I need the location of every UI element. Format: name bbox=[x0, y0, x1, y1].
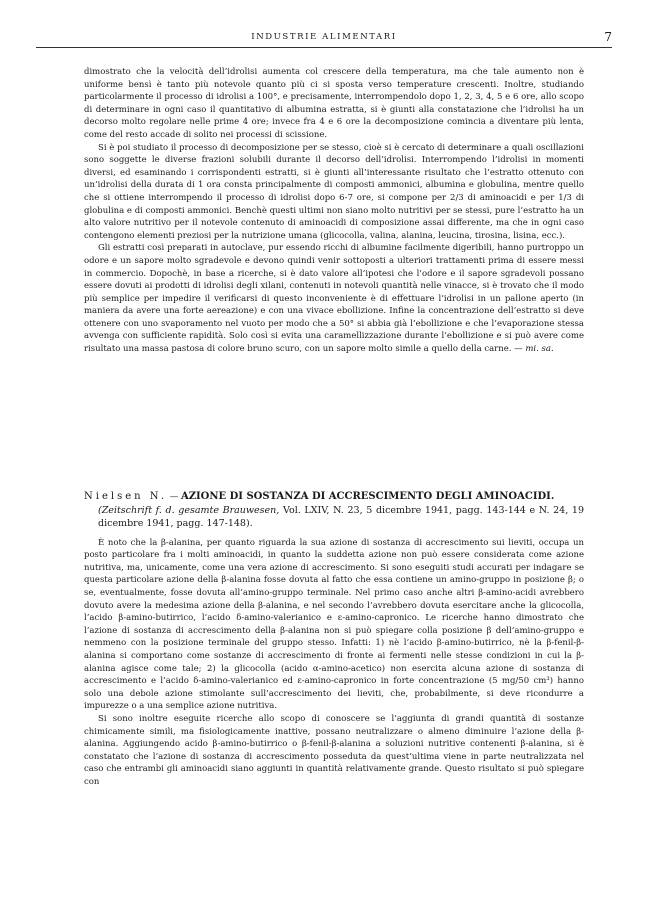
previous-article-text bbox=[84, 66, 584, 356]
running-header bbox=[36, 32, 612, 46]
paragraph: Si sono inoltre eseguite ricerche allo scopo di conoscere se l’aggiunta di grandi quantità di sostanze chimicamente simili, ma fisiologicamente inattive, possano neutralizzare o almeno diminuire l’azione della β-alanina. Aggiungendo acido β-amino-butirrico o β-fenil-β-alanina a soluzioni nutritive contenenti β-alanina, si è constatato che l’azione di sostanza di accrescimento posseduta da quest’ultima viene in parte neutralizzata nel caso che entrambi gli aminoacidi siano aggiunti in quantità relativamente grande. Questo risultato si può spiegare con bbox=[84, 713, 584, 787]
citation-details: Vol. LXIV, N. 23, 5 dicembre 1941, pagg. 143-144 e N. 24, 19 dicembre 1941, pagg. 147-148). bbox=[98, 504, 584, 529]
citation-journal: (Zeitschrift f. d. gesamte Brauwesen, bbox=[98, 504, 280, 516]
header-rule bbox=[36, 47, 612, 48]
author-signature: mi. sa. bbox=[525, 344, 554, 355]
signature-dash: — bbox=[514, 344, 523, 355]
abstract-article bbox=[84, 491, 584, 788]
paragraph: È noto che la β-alanina, per quanto riguarda la sua azione di sostanza di accrescimento sui lieviti, occupa un posto particolare fra i molti aminoacidi, in quanto la suddetta azione non può essere considerata come azione nutritiva, ma, unicamente, come una vera azione di accrescimento. Si sono eseguiti studi accurati per indagare se questa particolare azione della β-alanina fosse dovuta al fatto che essa contiene un amino-gruppo in posizione β; o se, eventualmente, fosse dovuta all’amino-gruppo terminale. Nel primo caso anche altri β-amino-acidi avrebbero dovuto avere la medesima azione della β-alanina, e nel secondo l’avrebbero dovuta esercitare anche la glicocolla, l’acido β-amino-butirrico, l’acido δ-amino-valerianico e ε-amino-capronico. Le ricerche hanno dimostrato che l’azione di sostanza di accrescimento della β-alanina non si può spiegare colla posizione β dell’amino-gruppo e nemmeno con la posizione terminale del gruppo stesso. Infatti: 1) nè l’acido β-amino-butirrico, nè la β-fenil-β-alanina si comportano come sostanze di accrescimento di fronte ai fermenti nelle stesse condizioni in cui la β-alanina agisce come tale; 2) la glicocolla (acido α-amino-acetico) non esercita alcuna azione di sostanza di accrescimento e l’acido δ-amino-valerianico ed ε-amino-capronico in forte concentrazione (5 mg/50 cm³) hanno solo una debole azione stimolante sull’accrescimento dei lieviti, che, probabilmente, si deve ricondurre a impurezze o a una semplice azione nutritiva. bbox=[84, 537, 584, 712]
article-title: AZIONE DI SOSTANZA DI ACCRESCIMENTO DEGLI AMINOACIDI. bbox=[180, 491, 555, 502]
paragraph-text: Gli estratti così preparati in autoclave, pur essendo ricchi di albumine facilmente digeribili, hanno purtroppo un odore e un sapore molto sgradevole e devono quindi venir sottoposti a ulteriori trattamenti prima di essere messi in commercio. Dopochè, in base a ricerche, si è dato valore all’ipotesi che l’odore e il sapore sgradevoli possano essere dovuti ai prodotti di idrolisi degli xilani, contenuti in notevoli quantità nelle vinacce, si è trovato che il modo più semplice per impedire il verificarsi di questo inconveniente è di effettuare l’idrolisi in un pallone aperto (in maniera da avere una forte aereazione) e con una vivace ebollizione. Infine la concentrazione dell’estratto si deve ottenere con uno svaporamento nel vuoto per modo che a 50° si abbia già l’ebollizione e che l’evaporazione stessa avvenga con sufficiente rapidità. Solo così si evita una caramellizzazione durante l’ebollizione e si può avere come risultato una massa pastosa di colore bruno scuro, con un sapore molto simile a quello della carne. bbox=[84, 243, 584, 355]
paragraph: dimostrato che la velocità dell’idrolisi aumenta col crescere della temperatura, ma che tale aumento non è uniforme bensì è tanto più notevole quanto più ci si sposta verso temperature crescenti. Inoltre, studiando particolarmente il processo di idrolisi a 100°, e precisamente, interrompendolo dopo 1, 2, 3, 4, 5 e 6 ore, allo scopo di determinare in ogni caso il quantitativo di albumina estratta, si è giunti alla constatazione che l’idrolisi ha un decorso molto regolare nelle prime 4 ore; invece fra 4 e 6 ore la decomposizione comincia a diventare più lenta, come del resto accade di solito nei processi di scissione. bbox=[84, 67, 584, 140]
paragraph: Si è poi studiato il processo di decomposizione per se stesso, cioè si è cercato di determinare a quali oscillazioni sono soggette le diverse frazioni solubili durante il decorso dell’idrolisi. Interrompendo l’idrolisi in momenti diversi, ed esaminando i corrispondenti estratti, si è giunti all’interessante risultato che l’estratto ottenuto con un’idrolisi della durata di 1 ora consta principalmente di composti ammonici, albumina e globulina, mentre quello che si ottiene interrompendo il processo di idrolisi dopo 6-7 ore, si compone per 2/3 di aminoacidi e per 1/3 di globulina e di composti ammonici. Benchè questi ultimi non siano molto nutritivi per se stessi, pure l’estratto ha un alto valore nutritivo per il notevole contenuto di aminoacidi di composizione assai differente, ma che in ogni caso contengono elementi preziosi per la nutrizione umana (glicocolla, valina, alanina, leucina, tirosina, lisina, ecc.). bbox=[84, 142, 584, 241]
article-citation bbox=[84, 504, 584, 530]
running-title: INDUSTRIE ALIMENTARI bbox=[251, 32, 397, 42]
paragraph bbox=[84, 242, 584, 355]
article-author: Nielsen N. bbox=[84, 491, 168, 502]
heading-separator: — bbox=[169, 492, 179, 502]
article-heading bbox=[84, 491, 584, 530]
page-number: 7 bbox=[604, 30, 612, 44]
